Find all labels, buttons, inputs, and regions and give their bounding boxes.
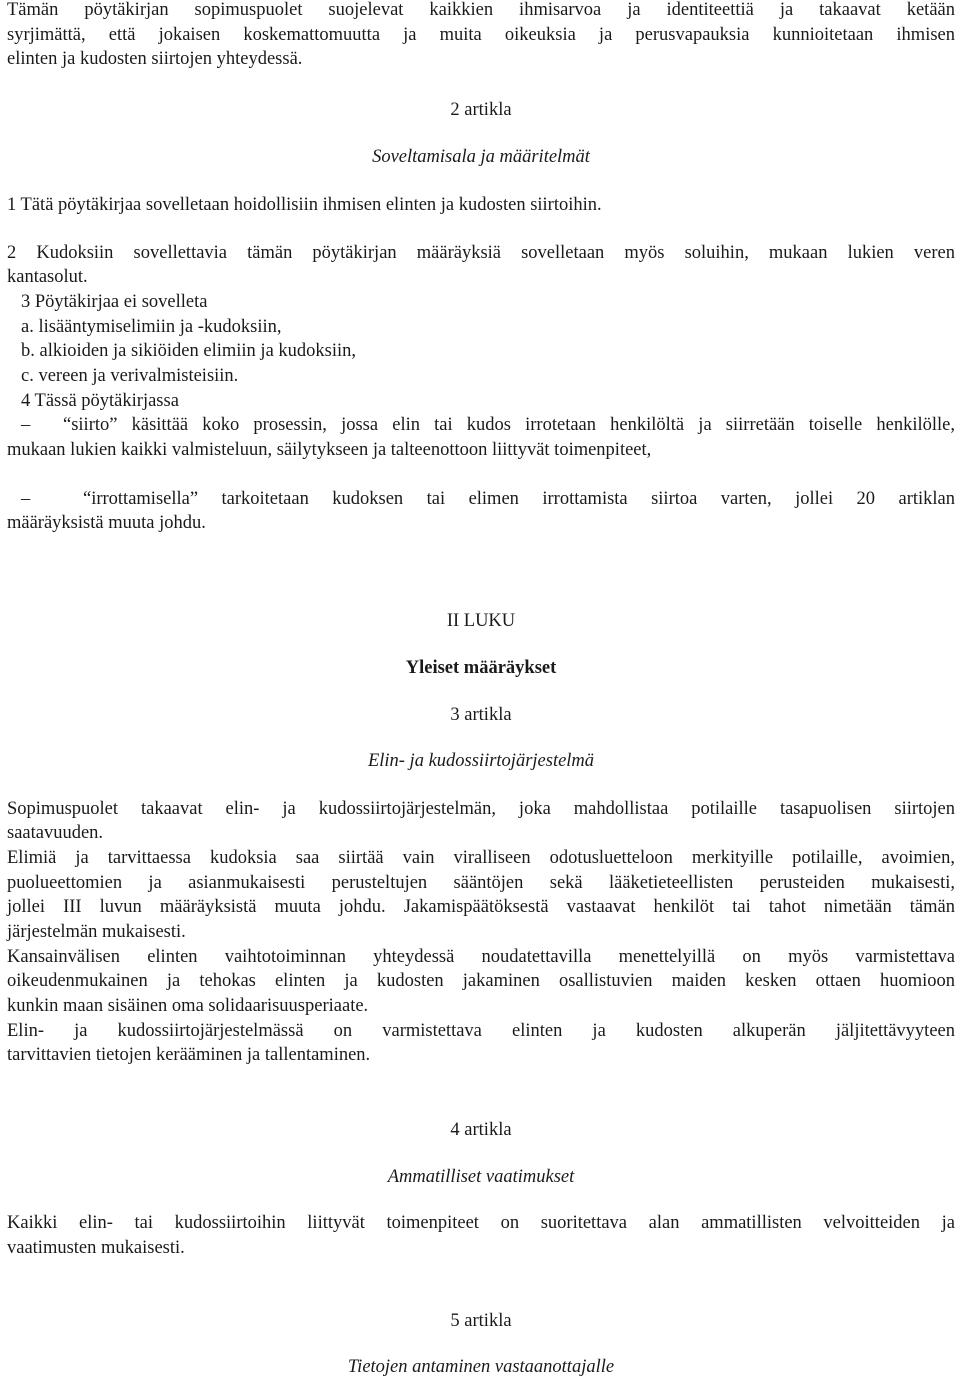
list-item: c. vereen ja verivalmisteisiin.	[21, 366, 239, 386]
article-heading: 3 artikla	[450, 705, 512, 725]
paragraph: vaatimusten mukaisesti.	[7, 1238, 185, 1258]
paragraph: Kansainvälisen elinten vaihtotoiminnan yhteydessä noudatettavilla menettelyillä on myös varmistettava	[7, 947, 955, 967]
definition-line	[7, 488, 955, 510]
dash-marker: –	[21, 489, 31, 509]
paragraph: Sopimuspuolet takaavat elin- ja kudossiirtojärjestelmän, joka mahdollistaa potilaille tasapuolisen siirtojen	[7, 799, 955, 819]
definition-text: “siirto” käsittää koko prosessin, jossa elin tai kudos irrotetaan henkilöltä ja siirretään toiselle henkilölle,	[63, 415, 955, 435]
chapter-title: Yleiset määräykset	[405, 658, 557, 678]
definition-line	[7, 414, 955, 436]
paragraph: kunkin maan sisäinen oma solidaarisuusperiaate.	[7, 996, 369, 1016]
paragraph: oikeudenmukainen ja tehokas elinten ja kudosten jakaminen osallistuvien maiden kesken ottaen huomioon	[7, 971, 955, 991]
paragraph: jollei III luvun määräyksistä muuta johdu. Jakamispäätöksestä vastaavat henkilöt tai tahot nimetään tämän	[7, 897, 955, 917]
paragraph: Elimiä ja tarvittaessa kudoksia saa siirtää vain viralliseen odotusluetteloon merkityille potilaille, avoimien,	[7, 848, 955, 868]
intro-line: elinten ja kudosten siirtojen yhteydessä.	[7, 49, 303, 69]
paragraph: 4 Tässä pöytäkirjassa	[21, 391, 179, 411]
definition-line: mukaan lukien kaikki valmisteluun, säilytykseen ja talteenottoon liittyvät toimenpiteet,	[7, 440, 652, 460]
paragraph: tarvittavien tietojen kerääminen ja tallentaminen.	[7, 1045, 371, 1065]
paragraph: puolueettomien ja asianmukaisesti perusteltujen sääntöjen sekä lääketieteellisten perusteiden mukaisesti,	[7, 873, 955, 893]
paragraph: kantasolut.	[7, 267, 88, 287]
list-item: b. alkioiden ja sikiöiden elimiin ja kudoksiin,	[21, 341, 357, 361]
article-title: Soveltamisala ja määritelmät	[372, 147, 590, 167]
intro-line: Tämän pöytäkirjan sopimuspuolet suojelevat kaikkien ihmisarvoa ja identiteettiä ja takaavat ketään	[7, 0, 955, 20]
article-title: Elin- ja kudossiirtojärjestelmä	[367, 751, 595, 771]
chapter-heading: II LUKU	[446, 611, 516, 631]
paragraph: Elin- ja kudossiirtojärjestelmässä on varmistettava elinten ja kudosten alkuperän jäljitettävyyteen	[7, 1021, 955, 1041]
article-title: Ammatilliset vaatimukset	[387, 1167, 575, 1187]
paragraph: saatavuuden.	[7, 823, 104, 843]
article-heading: 2 artikla	[450, 100, 512, 120]
paragraph: 3 Pöytäkirjaa ei sovelleta	[21, 292, 208, 312]
list-item: a. lisääntymiselimiin ja -kudoksiin,	[21, 317, 282, 337]
definition-text: “irrottamisella” tarkoitetaan kudoksen tai elimen irrottamista siirtoa varten, jollei 20 artiklan	[83, 489, 955, 509]
definition-line: määräyksistä muuta johdu.	[7, 513, 206, 533]
article-heading: 5 artikla	[450, 1311, 512, 1331]
paragraph: järjestelmän mukaisesti.	[7, 922, 186, 942]
paragraph: 1 Tätä pöytäkirjaa sovelletaan hoidollisiin ihmisen elinten ja kudosten siirtoihin.	[7, 195, 602, 215]
dash-marker: –	[21, 415, 31, 435]
paragraph: 2 Kudoksiin sovellettavia tämän pöytäkirjan määräyksiä sovelletaan myös soluihin, mukaan lukien veren	[7, 243, 955, 263]
article-heading: 4 artikla	[450, 1120, 512, 1140]
intro-line: syrjimättä, että jokaisen koskemattomuutta ja muita oikeuksia ja perusvapauksia kunnioitetaan ihmisen	[7, 25, 955, 45]
paragraph: Kaikki elin- tai kudossiirtoihin liittyvät toimenpiteet on suoritettava alan ammatillisten velvoitteiden ja	[7, 1213, 955, 1233]
article-title: Tietojen antaminen vastaanottajalle	[347, 1357, 615, 1377]
